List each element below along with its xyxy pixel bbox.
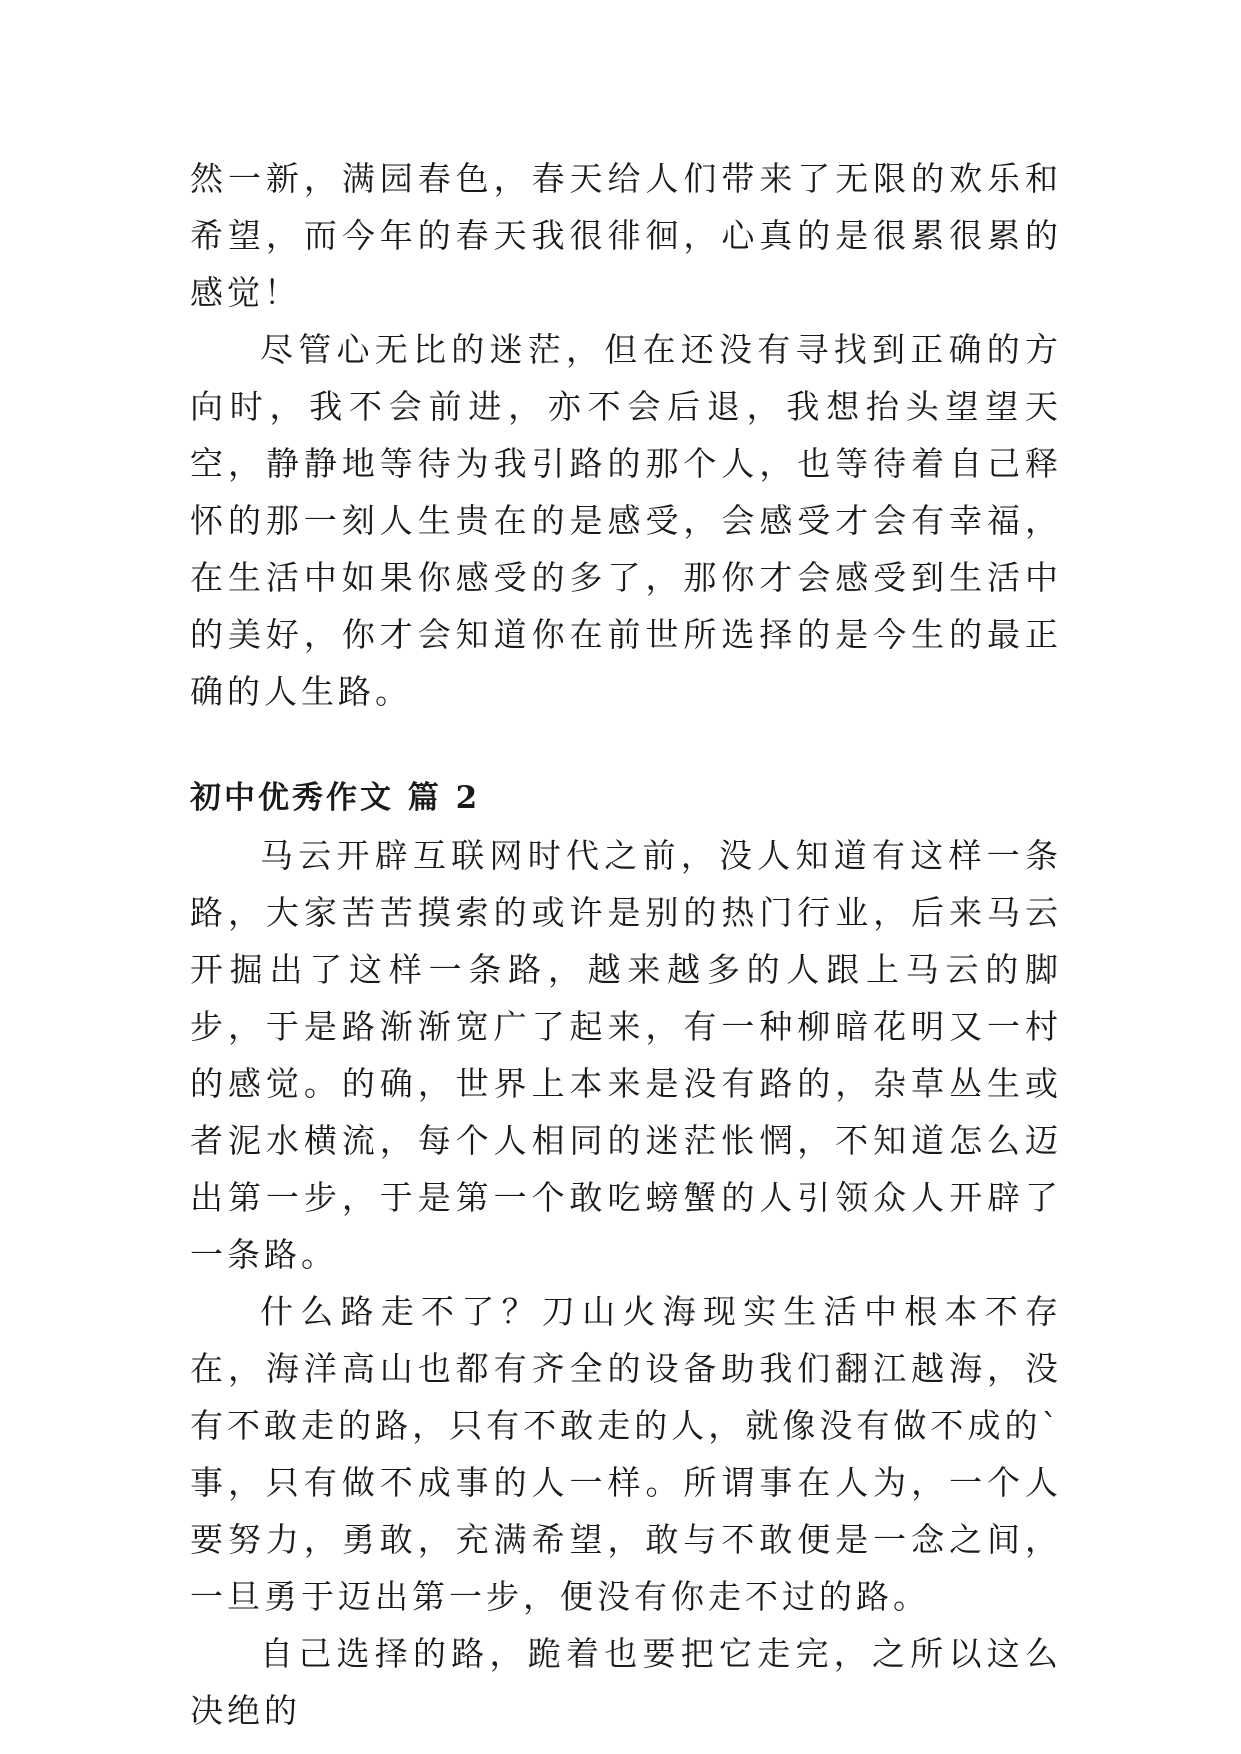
paragraph-courage: 什么路走不了？刀山火海现实生活中根本不存在，海洋高山也都有齐全的设备助我们翻江越海，没有不敢走的路，只有不敢走的人，就像没有做不成的`事，只有做不成事的人一样。所谓事在人为，一个人要努力，勇敢，充满希望，敢与不敢便是一念之间，一旦勇于迈出第一步，便没有你走不过的路。: [190, 1292, 1062, 1616]
paragraph-continuation: 然一新，满园春色，春天给人们带来了无限的欢乐和希望，而今年的春天我很徘徊，心真的是很累很累的感觉！: [190, 159, 1062, 312]
paragraph-reflection: 尽管心无比的迷茫，但在还没有寻找到正确的方向时，我不会前进，亦不会后退，我想抬头望望天空，静静地等待为我引路的那个人，也等待着自己释怀的那一刻人生贵在的是感受，会感受才会有幸福，在生活中如果你感受的多了，那你才会感受到生活中的美好，你才会知道你在前世所选择的是今生的最正确的人生路。: [190, 330, 1062, 711]
section-heading: 初中优秀作文 篇 2: [190, 780, 481, 816]
paragraph-chosen-path: 自己选择的路，跪着也要把它走完，之所以这么决绝的: [190, 1634, 1062, 1730]
paragraph-mayun: 马云开辟互联网时代之前，没人知道有这样一条路，大家苦苦摸索的或许是别的热门行业，后来马云开掘出了这样一条路，越来越多的人跟上马云的脚步，于是路渐渐宽广了起来，有一种柳暗花明又一村的感觉。的确，世界上本来是没有路的，杂草丛生或者泥水横流，每个人相同的迷茫怅惘，不知道怎么迈出第一步，于是第一个敢吃螃蟹的人引领众人开辟了一条路。: [190, 836, 1062, 1274]
section-gap: [190, 720, 1062, 770]
document-body: [190, 150, 1062, 1739]
